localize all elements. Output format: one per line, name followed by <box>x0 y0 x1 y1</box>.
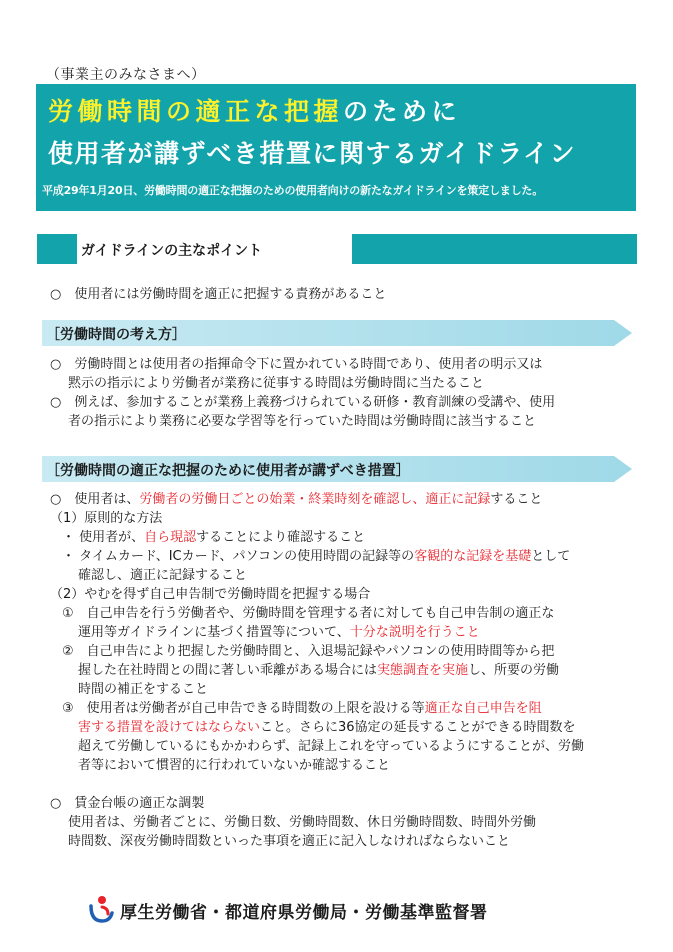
section2-line-11: 時間の補正をすること <box>78 682 209 697</box>
audience-label: （事業主のみなさまへ） <box>46 67 206 83</box>
title-banner <box>36 84 636 211</box>
section2-line-10 <box>78 662 559 679</box>
section1-header <box>42 320 632 346</box>
ledger-line-3: 時間数、深夜労働時間数といった事項を適正に記入しなければならないこと <box>68 834 511 849</box>
section2-line-1 <box>50 491 542 508</box>
points-line: ○ 使用者には労働時間を適正に把握する責務があること <box>50 287 387 302</box>
section1-line-2: 黙示の指示により労働者が業務に従事する時間は労働時間に当たること <box>68 376 485 391</box>
section2-line-13 <box>78 719 576 736</box>
section2-line-5: 確認し、適正に記録すること <box>78 568 248 583</box>
footer-org-name: 厚生労働省・都道府県労働局・労働基準監督署 <box>120 903 488 923</box>
text: ・ タイムカード、ICカード、パソコンの使用時間の記録等の <box>62 549 415 564</box>
text: ○ 使用者は、 <box>50 492 140 507</box>
red-text: 適正な自己申告を阻 <box>424 701 542 716</box>
section1-line-1: ○ 労働時間とは使用者の指揮命令下に置かれている時間であり、使用者の明示又は <box>50 357 543 372</box>
section1-line-4: 者の指示により業務に必要な学習等を行っていた時間は労働時間に該当すること <box>68 414 537 429</box>
section2-line-6: （2）やむを得ず自己申告制で労働時間を把握する場合 <box>50 587 371 602</box>
points-heading: ガイドラインの主なポイント <box>81 243 263 259</box>
banner-title-line1 <box>48 92 461 128</box>
red-text: 実態調査を実施 <box>377 663 469 678</box>
ledger-line-2: 使用者は、労働者ごとに、労働日数、労働時間数、休日労働時間数、時間外労働 <box>68 815 537 830</box>
mhlw-logo-icon <box>88 894 116 924</box>
text: として <box>531 549 571 564</box>
red-text: 十分な説明を行うこと <box>349 625 480 640</box>
ledger-line-1: ○ 賃金台帳の適正な調製 <box>50 796 205 811</box>
text: ・ 使用者が、 <box>62 530 145 545</box>
section1-line-3: ○ 例えば、参加することが業務上義務づけられている研修・教育訓練の受講や、使用 <box>50 395 556 410</box>
section2-header <box>42 456 632 482</box>
banner-title-highlight: 労働時間の適正な把握 <box>48 97 344 126</box>
section2-line-8 <box>78 624 480 641</box>
section2-line-3 <box>62 529 365 546</box>
text: することにより確認すること <box>196 530 366 545</box>
section2-line-7: ① 自己申告を行う労働者や、労働時間を管理する者に対しても自己申告制の適正な <box>62 606 555 621</box>
text: 運用等ガイドラインに基づく措置等について、 <box>78 625 350 640</box>
red-text: 自ら現認 <box>144 530 197 545</box>
section2-line-14: 超えて労働しているにもかかわらず、記録上これを守っているようにすることが、労働 <box>78 739 584 754</box>
text: し、所要の労働 <box>468 663 560 678</box>
red-text: 害する措置を設けてはならない <box>78 720 261 735</box>
section2-line-2: （1）原則的な方法 <box>50 511 163 526</box>
section2-heading: ［労働時間の適正な把握のために使用者が講ずべき措置］ <box>46 463 410 479</box>
banner-title-line2: 使用者が講ずべき措置に関するガイドライン <box>48 139 577 168</box>
section2-line-4 <box>62 548 570 565</box>
text: 握した在社時間との間に著しい乖離がある場合には <box>78 663 378 678</box>
banner-title-rest: のために <box>343 97 462 126</box>
section2-line-15: 者等において慣習的に行われていないか確認すること <box>78 758 391 773</box>
text: こと。さらに36協定の延長することができる時間数を <box>260 720 576 735</box>
section2-line-12 <box>62 700 542 717</box>
red-text: 労働者の労働日ごとの始業・終業時刻を確認し、適正に記録 <box>139 492 491 507</box>
text: ③ 使用者は労働者が自己申告できる時間数の上限を設ける等 <box>62 701 425 716</box>
text: すること <box>490 492 543 507</box>
points-heading-bar <box>37 234 637 264</box>
red-text: 客観的な記録を基礎 <box>414 549 532 564</box>
section1-heading: ［労働時間の考え方］ <box>46 327 186 343</box>
banner-subline: 平成29年1月20日、労働時間の適正な把握のための使用者向けの新たなガイドラインを策定しました。 <box>42 184 544 197</box>
section2-line-9: ② 自己申告により把握した労働時間と、入退場記録やパソコンの使用時間等から把 <box>62 644 555 659</box>
